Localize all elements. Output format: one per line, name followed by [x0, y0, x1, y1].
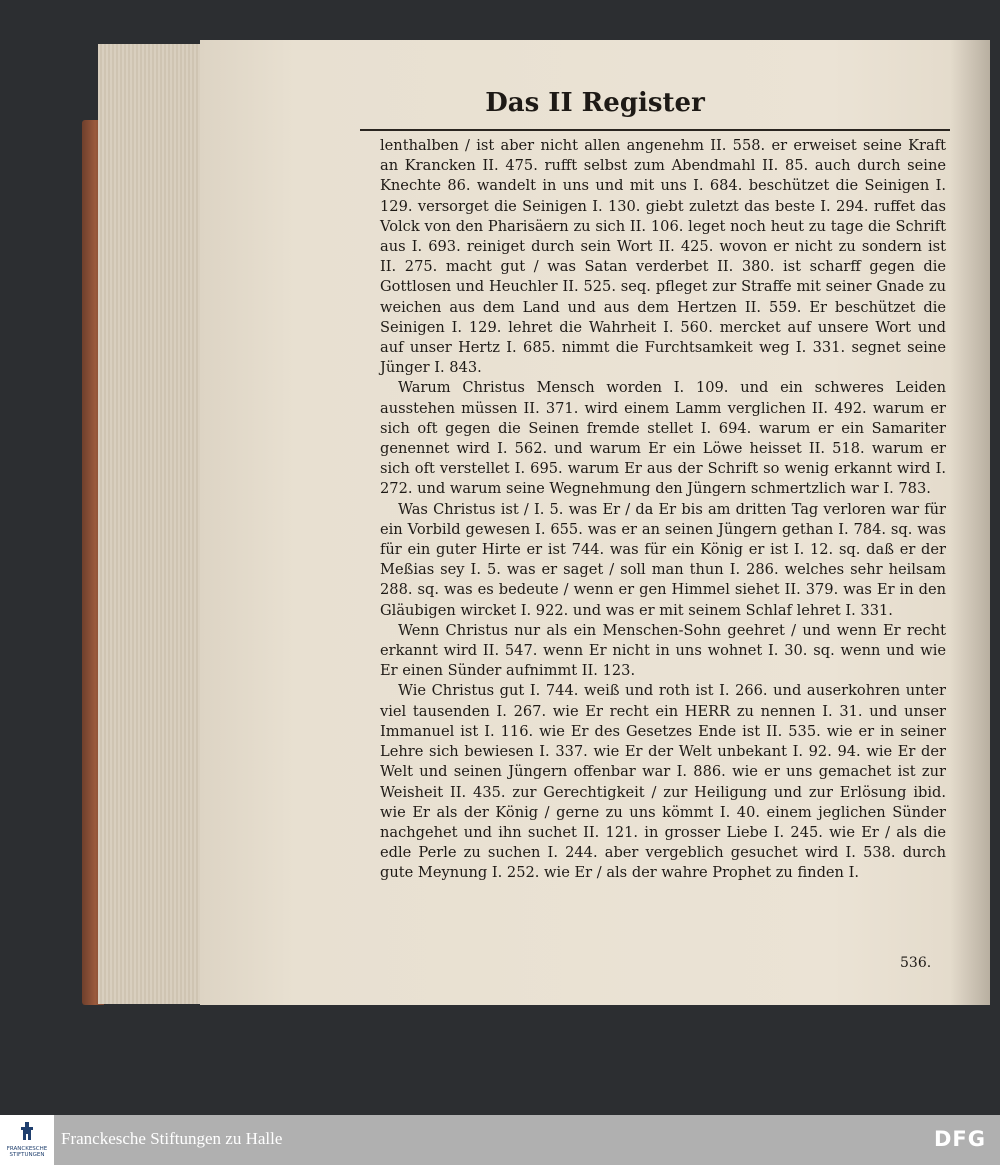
page-number: 536.	[900, 955, 932, 971]
dfg-logo[interactable]: DFG	[934, 1127, 987, 1151]
register-entry: Wenn Christus nur als ein Menschen-Sohn geehret / und wenn Er recht erkannt wird II. 547. wenn Er nicht in uns wohnet I. 30. sq. wenn und wie Er einen Sünder aufnimmt II. 123.	[380, 621, 946, 680]
logo-text: FRANCKESCHE STIFTUNGEN	[6, 1146, 48, 1158]
register-text	[380, 136, 946, 884]
register-entry: Wie Christus gut I. 744. weiß und roth ist I. 266. und auserkohren unter viel tausenden I. 267. wie Er recht ein HERR zu nennen I. 31. und unser Immanuel ist I. 116. wie Er des Gesetzes Ende ist II. 535. wie er in seiner Lehre sich bewiesen I. 337. wie Er der Welt unbekant I. 92. 94. wie Er der Welt und seinen Jüngern offenbar war I. 886. wie er uns gemachet ist zur Weisheit II. 435. zur Gerechtigkeit / zur Heiligung und zur Erlösung ibid. wie Er als der König / gerne zu uns kömmt I. 40. einem jeglichen Sünder nachgehet und ihn suchet II. 121. in grosser Liebe I. 245. wie Er / als die edle Perle zu suchen I. 244. aber vergeblich gesuchet wird I. 538. durch gute Meynung I. 252. wie Er / als der wahre Prophet zu finden I.	[380, 682, 946, 882]
footer-title[interactable]: Franckesche Stiftungen zu Halle	[61, 1129, 283, 1148]
footer-bar	[0, 1115, 1000, 1165]
header-rule	[360, 129, 950, 131]
register-entry: Warum Christus Mensch worden I. 109. und ein schweres Leiden ausstehen müssen II. 371. wird einem Lamm verglichen II. 492. warum er sich oft gegen die Seinen fremde stellet I. 694. warum er ein Samariter genennet wird I. 562. und warum Er ein Löwe heisset II. 518. warum er sich oft verstellet I. 695. warum Er aus der Schrift so wenig erkannt wird I. 272. und warum seine Wegnehmung den Jüngern schmertzlich war I. 783.	[380, 379, 946, 498]
franckesche-logo[interactable]	[0, 1115, 54, 1165]
book-page	[200, 40, 990, 1005]
register-paragraph: lenthalben / ist aber nicht allen angenehm II. 558. er erweiset seine Kraft an Krancken II. 475. rufft selbst zum Abendmahl II. 85. auch durch seine Knechte 86. wandelt in uns und mit uns I. 684. beschützet die Seinigen I. 129. versorget die Seinigen I. 130. giebt zuletzt das beste I. 294. ruffet das Volck von den Pharisäern zu sich II. 106. leget noch heut zu tage die Schrift aus I. 693. reiniget durch sein Wort II. 425. wovon er nicht zu sondern ist II. 275. macht gut / was Satan verderbet II. 380. ist scharff gegen die Gottlosen und Heuchler II. 525. seq. pfleget zur Straffe mit seiner Gnade zu weichen aus dem Land und aus dem Hertzen II. 559. Er beschützet die Seinigen I. 129. lehret die Wahrheit I. 560. mercket auf unsere Wort und auf unser Hertz I. 685. nimmt die Furchtsamkeit weg I. 331. segnet seine Jünger I. 843.	[380, 137, 946, 377]
franckesche-emblem-icon	[19, 1122, 35, 1142]
running-header: Das II Register	[485, 88, 705, 118]
spine-shadow	[950, 40, 990, 1005]
register-entry: Was Christus ist / I. 5. was Er / da Er bis am dritten Tag verloren war für ein Vorbild gewesen I. 655. was er an seinen Jüngern gethan I. 784. sq. was für ein guter Hirte er ist 744. was für ein König er ist I. 12. sq. daß er der Meßias sey I. 5. was er saget / soll man thun I. 286. welches sehr heilsam 288. sq. was es bedeute / wenn er gen Himmel siehet II. 379. was Er in den Gläubigen wircket I. 922. und was er mit seinem Schlaf lehret I. 331.	[380, 500, 946, 619]
